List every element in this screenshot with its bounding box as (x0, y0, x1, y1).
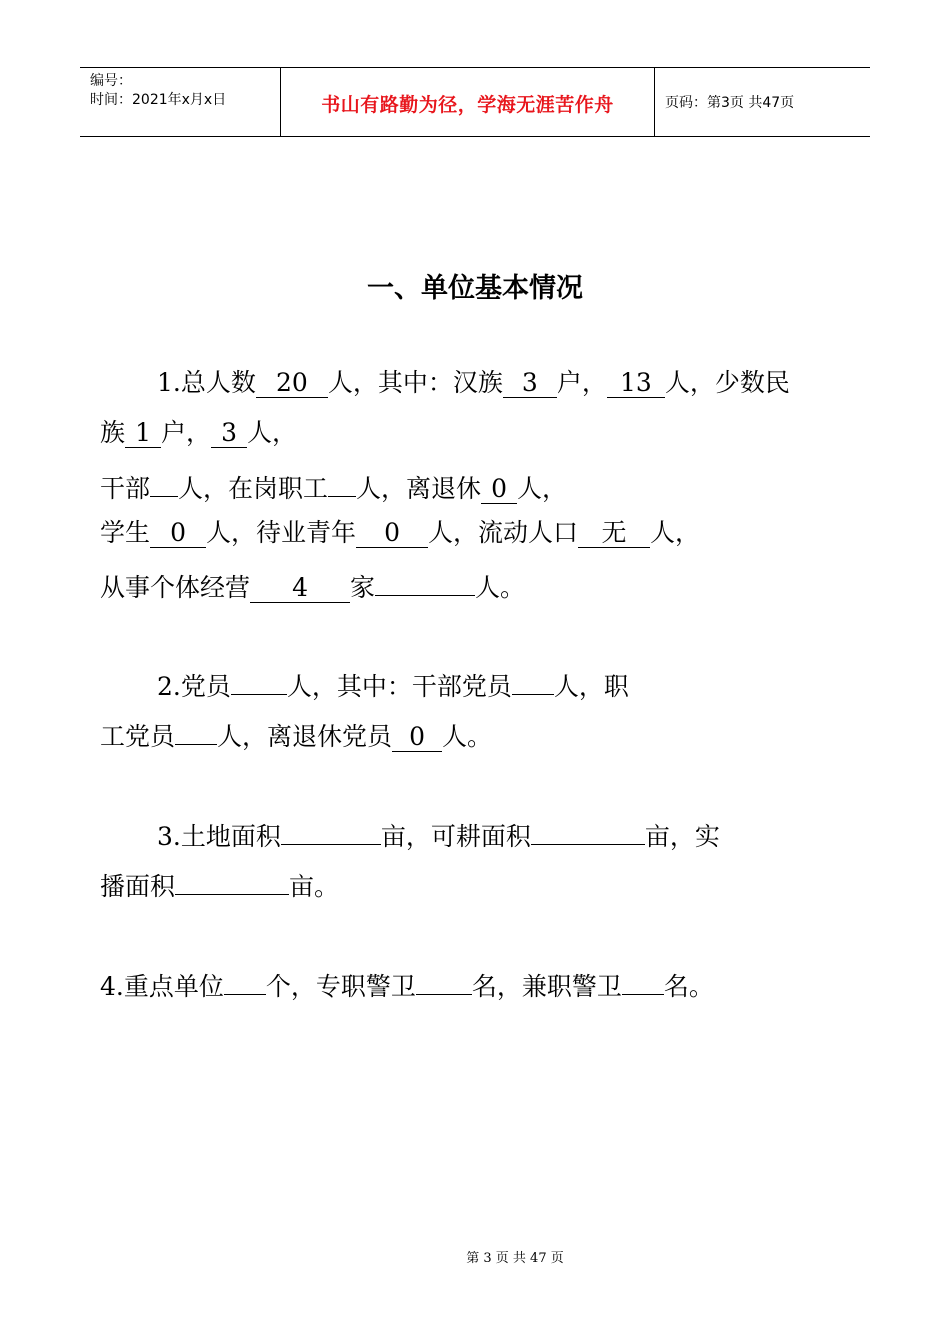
text: 2.党员 (157, 672, 231, 701)
text: 人，待业青年 (206, 518, 357, 547)
text: 名，兼职警卫 (471, 972, 622, 1001)
text: 亩，实 (644, 822, 720, 851)
sec1-line3 (100, 468, 567, 504)
text: 人，流动人口 (428, 518, 579, 547)
text: 人，在岗职工 (178, 474, 329, 503)
text: 个，专职警卫 (265, 972, 416, 1001)
header-right-cell (655, 68, 870, 136)
text: 播面积 (100, 872, 176, 901)
sec1-line4 (100, 518, 700, 548)
text: 干部 (100, 474, 151, 503)
text: 学生 (100, 518, 151, 547)
parttime-guards-field (622, 966, 664, 995)
text: 人。 (442, 722, 493, 751)
motto: 书山有路勤为径，学海无涯苦作舟 (321, 94, 614, 116)
text: 从事个体经营 (100, 573, 251, 602)
cadre-members-field (512, 666, 554, 695)
page-info: 页码：第3页 共47页 (665, 95, 795, 111)
students-field: 0 (150, 519, 206, 548)
sec1-line5 (100, 567, 525, 603)
business-households-field: 4 (250, 574, 350, 603)
text: 人，离退休 (356, 474, 482, 503)
business-people-field (375, 567, 475, 596)
text: 族 (100, 418, 126, 447)
sec3-line2 (100, 866, 339, 902)
unemployed-field: 0 (356, 519, 428, 548)
text: 人，离退休党员 (217, 722, 393, 751)
header-table (80, 67, 870, 137)
text: 人，其中：干部党员 (286, 672, 512, 701)
page-footer: 第 3 页 共 47 页 (466, 1251, 564, 1266)
sec3-line1 (157, 816, 720, 852)
text: 家 (350, 573, 376, 602)
sec1-line2 (100, 418, 297, 448)
minority-people-field: 3 (211, 419, 247, 448)
retired-members-field: 0 (392, 723, 442, 752)
text: 人，职 (553, 672, 629, 701)
text: 亩，可耕面积 (380, 822, 531, 851)
text: 1.总人数 (157, 368, 256, 397)
text: 4.重点单位 (100, 972, 224, 1001)
text: 亩。 (289, 872, 340, 901)
retired-field: 0 (481, 475, 517, 504)
time-label: 时间：2021年x月x日 (90, 92, 227, 108)
sec4-line1 (100, 966, 714, 1002)
sec2-line2 (100, 716, 492, 752)
key-units-field (224, 966, 266, 995)
header-left-cell (80, 68, 281, 136)
text: 3.土地面积 (157, 822, 281, 851)
workers-field (328, 468, 356, 497)
text: 人，少数民 (664, 368, 790, 397)
total-people-field: 20 (256, 369, 328, 398)
header-center-cell (281, 68, 655, 136)
arable-area-field (531, 816, 645, 845)
han-people-field: 13 (607, 369, 665, 398)
party-members-field (231, 666, 287, 695)
number-label: 编号： (90, 73, 132, 89)
han-households-field: 3 (503, 369, 557, 398)
land-area-field (281, 816, 381, 845)
floating-population-field: 无 (578, 519, 650, 548)
text: 户， (161, 418, 212, 447)
cadres-field (150, 468, 178, 497)
text: 人， (247, 418, 298, 447)
text: 人， (517, 474, 568, 503)
fulltime-guards-field (416, 966, 472, 995)
text: 名。 (663, 972, 714, 1001)
text: 户， (556, 368, 607, 397)
text: 人，其中：汉族 (327, 368, 503, 397)
sec1-line1 (157, 368, 790, 398)
text: 工党员 (100, 722, 176, 751)
section-title: 一、单位基本情况 (367, 273, 583, 304)
text: 人。 (475, 573, 526, 602)
sec2-line1 (157, 666, 629, 702)
sown-area-field (175, 866, 289, 895)
worker-members-field (175, 716, 217, 745)
text: 人， (650, 518, 701, 547)
minority-households-field: 1 (125, 419, 161, 448)
